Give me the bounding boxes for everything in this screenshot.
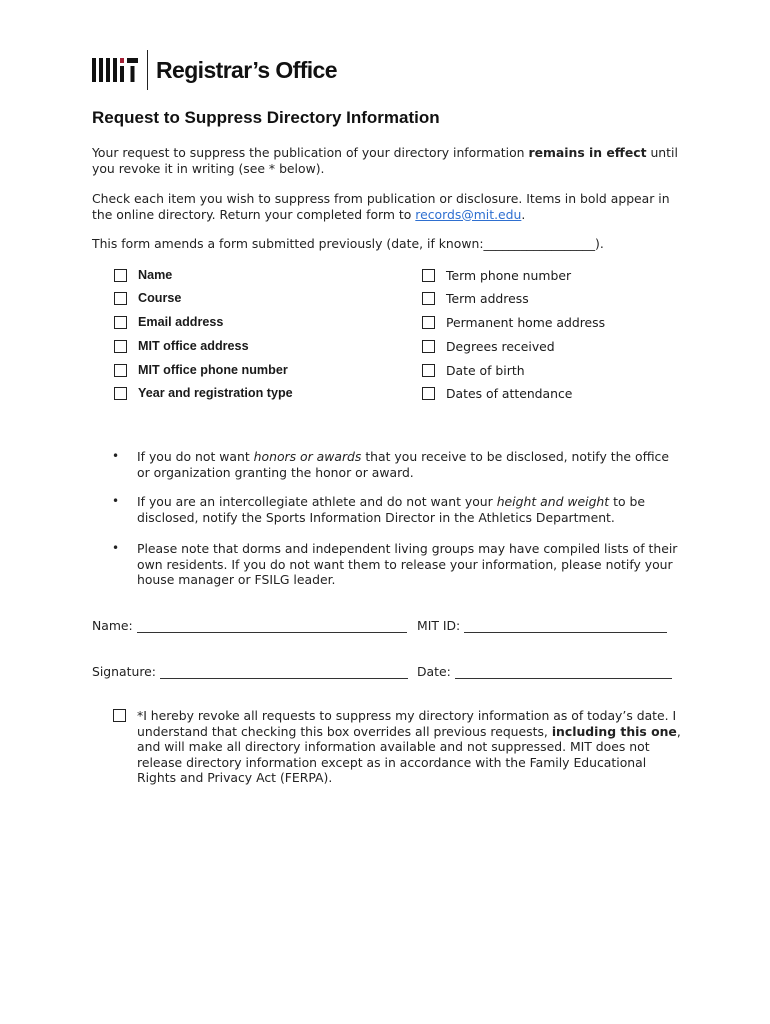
date-input-line[interactable] (455, 665, 672, 679)
checkbox-item-year-registration-type[interactable] (114, 384, 293, 402)
revoke-text-1: *I hereby revoke all requests to suppress my directory information as of today’s date. I understand that checking this box overrides all previous requests, (137, 708, 677, 739)
intro-text-2: until you revoke it in writing (see * below). (92, 145, 678, 176)
bullet-text-pre: Please note that dorms and independent living groups may have compiled lists of their own residents. If you do not want them to release your information, please notify your house manager or FSILG leader. (137, 541, 678, 587)
bullet-dot: • (112, 449, 120, 463)
signature-input-line[interactable] (160, 665, 408, 679)
checkbox-label: Year and registration type (138, 386, 293, 400)
checkbox-label: Term address (446, 290, 529, 306)
checkbox[interactable] (114, 292, 127, 305)
revoke-text (137, 708, 682, 786)
instructions-text-2: . (521, 206, 526, 222)
checkbox-label: Dates of attendance (446, 385, 573, 401)
revoke-statement (113, 708, 683, 786)
checkbox-label: Course (138, 291, 182, 305)
name-id-row (92, 617, 692, 635)
checkbox[interactable] (422, 364, 435, 377)
bullet-dorms (112, 541, 682, 588)
date-field-group (417, 663, 672, 679)
intro-text-1: Your request to suppress the publication of your directory information (92, 145, 529, 160)
checkbox[interactable] (422, 316, 435, 329)
checkbox[interactable] (114, 316, 127, 329)
signature-label: Signature: (92, 664, 156, 679)
checkbox-item-mit-office-address[interactable] (114, 337, 249, 355)
checkbox[interactable] (422, 387, 435, 400)
checkbox[interactable] (114, 387, 127, 400)
amends-paragraph: This form amends a form submitted previously (date, if known:__________________). (92, 236, 604, 251)
office-name: Registrar’s Office (156, 57, 337, 83)
logo-divider (147, 50, 148, 90)
checkbox-label: Name (138, 268, 173, 282)
date-label: Date: (417, 664, 451, 679)
name-input-line[interactable] (137, 619, 407, 633)
checkbox-item-permanent-home-address[interactable] (422, 313, 605, 331)
name-label: Name: (92, 618, 133, 633)
checkbox-item-degrees-received[interactable] (422, 337, 555, 355)
intro-paragraph (92, 145, 692, 176)
checkbox-label: Term phone number (446, 267, 572, 283)
checkbox-label: Permanent home address (446, 314, 606, 330)
revoke-text-2: , and will make all directory information available and not suppressed. MIT does not release directory information except as in accordance with the Family Educational Rights and Privacy Act (FERPA). (137, 723, 681, 785)
checkbox-label: Date of birth (446, 362, 525, 378)
revoke-checkbox[interactable] (113, 709, 126, 722)
checkbox[interactable] (422, 292, 435, 305)
bullet-text (137, 541, 682, 588)
bullet-text-pre: If you are an intercollegiate athlete and do not want your (137, 494, 497, 509)
checkbox-item-dates-of-attendance[interactable] (422, 384, 572, 402)
bullet-dot: • (112, 541, 120, 555)
form-title: Request to Suppress Directory Information (92, 108, 440, 127)
checkbox-item-course[interactable] (114, 289, 181, 307)
signature-date-row (92, 663, 692, 681)
bullet-text (137, 494, 682, 525)
intro-bold: remains in effect (528, 145, 647, 160)
checkbox[interactable] (422, 269, 435, 282)
mit-logo-icon (92, 55, 138, 85)
bullet-text-italic: height and weight (496, 494, 610, 509)
checkbox-label: Degrees received (446, 338, 555, 354)
checkbox-item-term-address[interactable] (422, 289, 529, 307)
records-email-link[interactable]: records@mit.edu (415, 206, 522, 222)
bullet-dot: • (112, 494, 120, 508)
checkbox-item-name[interactable] (114, 266, 172, 284)
header-logo (92, 50, 337, 90)
name-field-group (92, 617, 407, 633)
checkbox-label: Email address (138, 315, 224, 329)
checkbox[interactable] (114, 340, 127, 353)
bullet-text-post: that you receive to be disclosed, notify the office or organization granting the honor or award. (137, 449, 669, 480)
checkbox-label: MIT office address (138, 339, 249, 353)
checkbox-item-term-phone[interactable] (422, 266, 571, 284)
instructions-text-1: Check each item you wish to suppress from publication or disclosure. Items in bold appear in the online directory. Return your completed form to (92, 191, 670, 222)
bullet-text (137, 449, 682, 480)
checkbox-item-email-address[interactable] (114, 313, 223, 331)
bullet-text-italic: honors or awards (253, 449, 362, 464)
checkbox[interactable] (114, 364, 127, 377)
mit-id-input-line[interactable] (464, 619, 667, 633)
checkbox[interactable] (422, 340, 435, 353)
bullet-athlete (112, 494, 682, 525)
checkbox[interactable] (114, 269, 127, 282)
mit-id-field-group (417, 617, 667, 633)
mit-id-label: MIT ID: (417, 618, 461, 633)
checkbox-label: MIT office phone number (138, 363, 288, 377)
checkbox-item-mit-office-phone[interactable] (114, 361, 288, 379)
checkbox-item-date-of-birth[interactable] (422, 361, 525, 379)
bullet-honors-awards (112, 449, 682, 480)
signature-field-group (92, 663, 408, 679)
revoke-bold: including this one (551, 723, 677, 739)
instructions-paragraph (92, 191, 692, 222)
bullet-text-pre: If you do not want (137, 449, 254, 464)
bullet-text-post: to be disclosed, notify the Sports Information Director in the Athletics Department. (137, 494, 645, 525)
